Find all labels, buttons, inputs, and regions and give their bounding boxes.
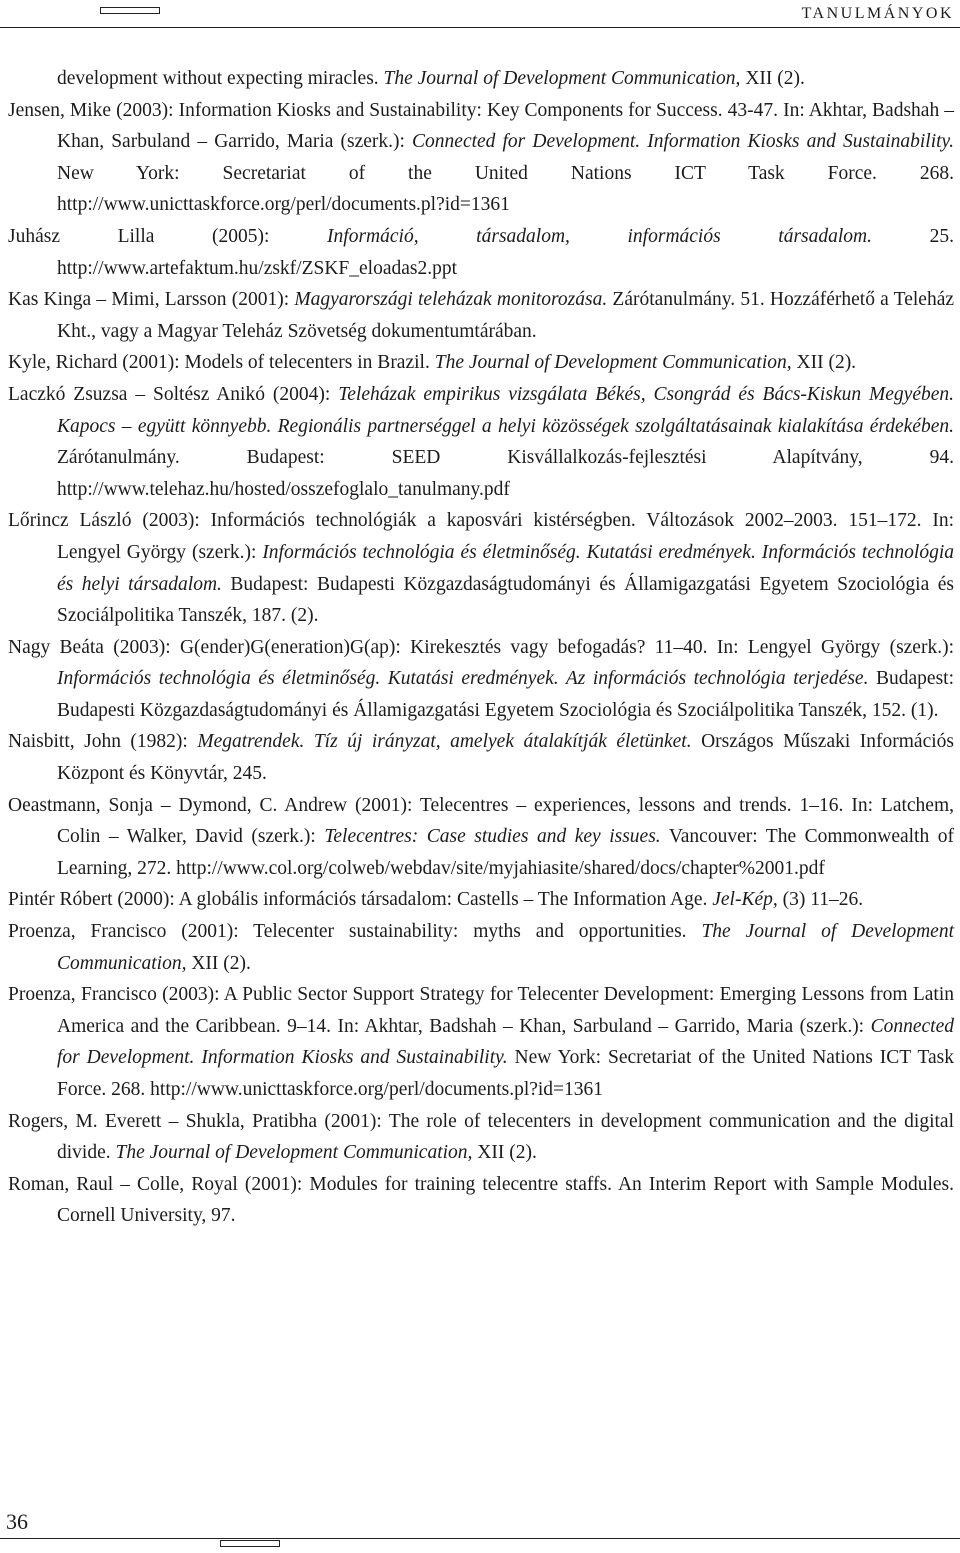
- reference-list: [8, 63, 954, 1232]
- reference-text: Zárótanulmány. 51. Hozzáférhető a Teleház Kht., vagy a Magyar Teleház Szövetség dokumentumtárában.: [57, 289, 955, 342]
- reference-text: Roman, Raul – Colle, Royal (2001): Modules for training telecentre staffs. An Interim Report with Sample Modules. Cornell University, 97.: [8, 1173, 954, 1227]
- bottom-rule: [0, 1538, 960, 1553]
- reference-title: The Journal of Development Communication,: [434, 352, 792, 374]
- reference-title: Információs technológia és életminőség. Kutatási eredmények. Az információs technológia terjedése.: [57, 668, 869, 690]
- reference-text: Pintér Róbert (2000): A globális információs társadalom: Castells – The Information Age.: [8, 889, 713, 911]
- reference-title: Információ, társadalom, információs társadalom.: [327, 225, 873, 247]
- reference-title: The Journal of Development Communication,: [383, 68, 741, 89]
- reference-entry: [8, 505, 954, 631]
- reference-text: New York: Secretariat of the United Nations ICT Task Force. 268. http://www.unicttaskforce.org/perl/documents.pl?id=1361: [57, 162, 954, 216]
- reference-text: Vancouver: The Commonwealth of Learning, 272. http://www.col.org/colweb/webdav/site/myjahiasite/shared/docs/chapter%2001.pdf: [57, 826, 954, 879]
- reference-entry: [8, 347, 954, 379]
- reference-title: The Journal of Development Communication,: [57, 921, 954, 974]
- reference-title: The Journal of Development Communication,: [115, 1142, 473, 1164]
- reference-entry: [8, 726, 954, 789]
- reference-title: Connected for Development. Information Kiosks and Sustainability.: [412, 131, 954, 153]
- reference-entry: [8, 884, 954, 916]
- reference-title: Connected for Development. Information Kiosks and Sustainability.: [57, 1015, 954, 1069]
- reference-title: Információs technológia és életminőség. Kutatási eredmények. Információs technológia és helyi társadalom.: [57, 541, 954, 595]
- reference-title: Teleházak empirikus vizsgálata Békés, Csongrád és Bács-Kiskun Megyében. Kapocs – együtt könnyebb. Regionális partnerséggel a helyi közösségek szolgáltatásainak kialakítása érdekében.: [57, 383, 955, 437]
- reference-text: Országos Műszaki Információs Központ és Könyvtár, 245.: [57, 731, 954, 785]
- reference-text: Naisbitt, John (1982):: [8, 731, 198, 753]
- reference-entry-continuation: [8, 63, 954, 95]
- decorative-box-top: [100, 7, 160, 14]
- reference-entry: [8, 221, 954, 284]
- reference-entry: [8, 95, 954, 221]
- reference-text: Lőrincz László (2003): Információs technológiák a kaposvári kistérségben. Változások 2002–2003. 151–172. In: Lengyel György (szerk.):: [8, 510, 954, 563]
- reference-text: Budapest: Budapesti Közgazdaságtudományi és Államigazgatási Egyetem Szociológia és Szociálpolitika Tanszék, 187. (2).: [57, 573, 954, 627]
- reference-text: Rogers, M. Everett – Shukla, Pratibha (2001): The role of telecenters in development communication and the digital divide.: [8, 1110, 954, 1164]
- reference-text: XII (2).: [472, 1142, 537, 1164]
- reference-title: Telecentres: Case studies and key issues.: [324, 826, 661, 848]
- reference-entry: [8, 379, 954, 505]
- reference-title: Megatrendek. Tíz új irányzat, amelyek átalakítják életünket.: [197, 731, 692, 753]
- reference-text: 25. http://www.artefaktum.hu/zskf/ZSKF_eloadas2.ppt: [57, 225, 954, 279]
- reference-text: Kas Kinga – Mimi, Larsson (2001):: [8, 289, 295, 311]
- reference-title: Jel-Kép,: [712, 889, 778, 911]
- reference-entry: [8, 790, 954, 885]
- reference-text: Budapest: Budapesti Közgazdaságtudományi és Államigazgatási Egyetem Szociológia és Szociálpolitika Tanszék, 152. (1).: [57, 668, 954, 721]
- reference-text: (3) 11–26.: [777, 889, 864, 911]
- reference-text: development without expecting miracles.: [57, 68, 384, 89]
- reference-text: Nagy Beáta (2003): G(ender)G(eneration)G(ap): Kirekesztés vagy befogadás? 11–40. In: Lengyel György (szerk.):: [8, 636, 954, 658]
- reference-text: Oeastmann, Sonja – Dymond, C. Andrew (2001): Telecentres – experiences, lessons and trends. 1–16. In: Latchem, Colin – Walker, David (szerk.):: [8, 794, 954, 848]
- running-head: TANULMÁNYOK: [801, 5, 954, 22]
- reference-entry: [8, 979, 954, 1105]
- reference-text: XII (2).: [740, 68, 805, 89]
- reference-entry: [8, 1106, 954, 1169]
- reference-text: Jensen, Mike (2003): Information Kiosks and Sustainability: Key Components for Success. 43-47. In: Akhtar, Badshah – Khan, Sarbuland – Garrido, Maria (szerk.):: [8, 99, 954, 153]
- reference-text: Proenza, Francisco (2003): A Public Sector Support Strategy for Telecenter Development: Emerging Lessons from Latin America and the Caribbean. 9–14. In: Akhtar, Badshah – Khan, Sarbuland – Garrido, Maria (szerk.):: [8, 984, 954, 1037]
- decorative-box-bottom: [220, 1540, 280, 1547]
- reference-text: Laczkó Zsuzsa – Soltész Anikó (2004):: [8, 383, 339, 405]
- reference-text: Kyle, Richard (2001): Models of telecenters in Brazil.: [8, 352, 435, 374]
- reference-text: New York: Secretariat of the United Nations ICT Task Force. 268. http://www.unicttaskforce.org/perl/documents.pl?id=1361: [57, 1047, 954, 1100]
- reference-text: XII (2).: [186, 952, 251, 974]
- reference-text: Juhász Lilla (2005):: [8, 225, 328, 247]
- reference-entry: [8, 916, 954, 979]
- reference-entry: [8, 1169, 954, 1232]
- page-number: 36: [6, 1509, 28, 1534]
- reference-text: Zárótanulmány. Budapest: SEED Kisvállalkozás-fejlesztési Alapítvány, 94. http://www.telehaz.hu/hosted/osszefoglalo_tanulmany.pdf: [57, 447, 954, 500]
- reference-entry: [8, 284, 954, 347]
- reference-title: Magyarországi teleházak monitorozása.: [294, 289, 608, 311]
- reference-text: Proenza, Francisco (2001): Telecenter sustainability: myths and opportunities.: [8, 921, 702, 943]
- reference-text: XII (2).: [791, 352, 857, 374]
- reference-entry: [8, 632, 954, 727]
